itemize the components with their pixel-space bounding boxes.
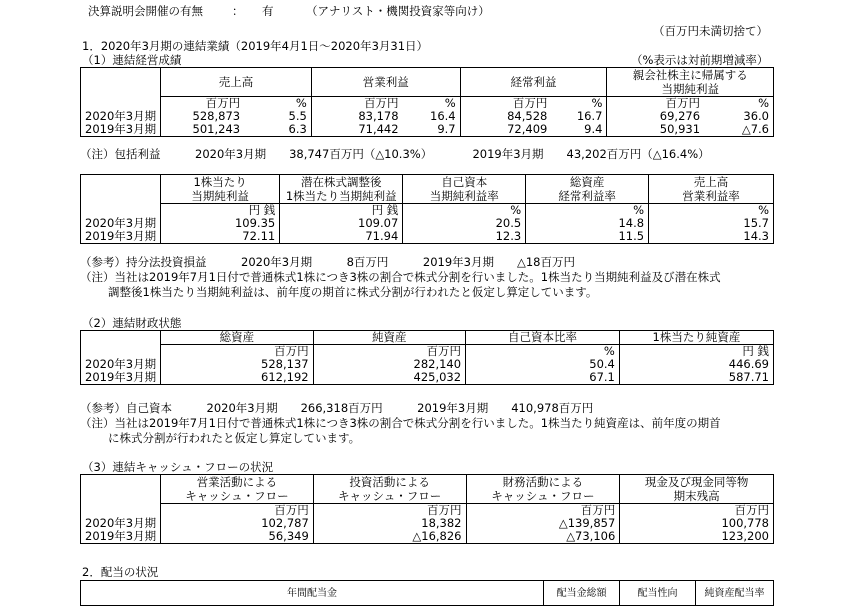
financial-position-table [80, 330, 774, 385]
section2-title: 2．配当の状況 [82, 565, 159, 579]
sub1-note: （%表示は対前期増減率） [631, 53, 769, 67]
cell: 36.0 [704, 110, 773, 123]
cell: 71.94 [280, 230, 403, 244]
unit: 百万円 [460, 97, 551, 111]
per-share-unit-row [81, 204, 774, 218]
cell: 109.07 [280, 217, 403, 230]
meeting-note: （アナリスト・機関投資家等向け） [306, 4, 490, 18]
cashflow-header-row [81, 475, 774, 504]
table-row [81, 230, 774, 244]
net-assets-note-line1: （注）当社は2019年7月1日付で普通株式1株につき3株の割合で株式分割を行いました。1株当たり純資産は、前年度の期首 [80, 416, 721, 430]
unit: 百万円 [311, 97, 402, 111]
cell: 528,137 [161, 358, 313, 371]
header-roe: 自己資本 当期純利益率 [403, 175, 526, 204]
header-ordinary-income: 経常利益 [460, 68, 607, 97]
comprehensive-income-note: （注）包括利益 2020年3月期 38,747百万円（△10.3%） 2019年3月期 43,202百万円（△16.4%） [80, 147, 710, 161]
sub3-title: （3）連結キャッシュ・フローの状況 [82, 460, 274, 474]
unit: 百万円 [161, 504, 314, 518]
cell: △7.6 [704, 123, 773, 137]
cell: 11.5 [526, 230, 649, 244]
cell: 72.11 [161, 230, 280, 244]
cell: 71,442 [311, 123, 402, 137]
cell: 102,787 [161, 517, 314, 530]
cell: 9.4 [551, 123, 607, 137]
financial-unit-row [81, 345, 774, 359]
cell: 16.4 [403, 110, 461, 123]
cell: 69,276 [607, 110, 704, 123]
per-share-header-row [81, 175, 774, 204]
header-operating-income: 営業利益 [311, 68, 460, 97]
period-label: 2020年3月期 [81, 217, 161, 230]
cell: 612,192 [161, 371, 313, 385]
period-label: 2020年3月期 [81, 358, 161, 371]
equity-note: （参考）自己資本 2020年3月期 266,318百万円 2019年3月期 410,978百万円 [80, 401, 594, 415]
unit: 円 銭 [280, 204, 403, 218]
period-label: 2020年3月期 [81, 517, 161, 530]
header-annual-dividend: 年間配当金 [81, 581, 544, 606]
period-label: 2020年3月期 [81, 110, 161, 123]
period-label: 2019年3月期 [81, 230, 161, 244]
cell: 20.5 [403, 217, 526, 230]
unit: 百万円 [161, 97, 245, 111]
stock-split-note-line1: （注）当社は2019年7月1日付で普通株式1株につき3株の割合で株式分割を行いました。1株当たり当期純利益及び潜在株式 [80, 270, 721, 284]
period-label: 2019年3月期 [81, 371, 161, 385]
cell: 6.3 [244, 123, 311, 137]
sub1-title: （1）連結経営成績 [82, 53, 182, 67]
header-doe: 純資産配当率 [696, 581, 774, 606]
meeting-label: 決算説明会開催の有無 [88, 4, 203, 18]
unit: 百万円 [620, 504, 774, 518]
cell: 587.71 [619, 371, 773, 385]
header-net-income: 親会社株主に帰属する 当期純利益 [607, 68, 774, 97]
unit: 百万円 [313, 504, 466, 518]
cell: 18,382 [313, 517, 466, 530]
unit: 円 銭 [619, 345, 773, 359]
cell: 9.7 [403, 123, 461, 137]
cell: 5.5 [244, 110, 311, 123]
cell: 14.8 [526, 217, 649, 230]
dividend-table [80, 580, 774, 606]
unit: % [526, 204, 649, 218]
cashflow-table [80, 474, 774, 544]
results-table [80, 67, 774, 137]
cell: 528,873 [161, 110, 245, 123]
table-row [81, 217, 774, 230]
table-row [81, 530, 774, 544]
unit: % [649, 204, 774, 218]
cell: 501,243 [161, 123, 245, 137]
cell: 100,778 [620, 517, 774, 530]
cell: 282,140 [313, 358, 465, 371]
cell: △139,857 [466, 517, 620, 530]
cell: 446.69 [619, 358, 773, 371]
cell: 12.3 [403, 230, 526, 244]
header-total-assets: 総資産 [161, 331, 313, 345]
cell: 84,528 [460, 110, 551, 123]
results-header-row [81, 68, 774, 97]
unit: % [466, 345, 620, 359]
cell: 14.3 [649, 230, 774, 244]
period-label: 2019年3月期 [81, 530, 161, 544]
cell: 50.4 [466, 358, 620, 371]
meeting-value: 有 [262, 4, 274, 18]
cell: 83,178 [311, 110, 402, 123]
dividend-header-row [81, 581, 774, 606]
unit: % [704, 97, 773, 111]
rounding-note: （百万円未満切捨て） [653, 24, 768, 38]
cell: 15.7 [649, 217, 774, 230]
unit: 円 銭 [161, 204, 280, 218]
header-operating-cf: 営業活動による キャッシュ・フロー [161, 475, 314, 504]
header-roa: 総資産 経常利益率 [526, 175, 649, 204]
unit: % [403, 204, 526, 218]
financial-header-row [81, 331, 774, 345]
unit: 百万円 [466, 504, 620, 518]
cell: △73,106 [466, 530, 620, 544]
sub2-title: （2）連結財政状態 [82, 316, 182, 330]
cell: 16.7 [551, 110, 607, 123]
header-operating-margin: 売上高 営業利益率 [649, 175, 774, 204]
header-sales: 売上高 [161, 68, 312, 97]
cell: 109.35 [161, 217, 280, 230]
results-unit-row [81, 97, 774, 111]
per-share-table [80, 174, 774, 244]
unit: % [551, 97, 607, 111]
unit: 百万円 [161, 345, 313, 359]
period-label: 2019年3月期 [81, 123, 161, 137]
cell: △16,826 [313, 530, 466, 544]
cell: 50,931 [607, 123, 704, 137]
table-row [81, 123, 774, 137]
unit: 百万円 [607, 97, 704, 111]
cell: 67.1 [466, 371, 620, 385]
equity-method-note: （参考）持分法投資損益 2020年3月期 8百万円 2019年3月期 △18百万円 [80, 255, 575, 269]
unit: % [244, 97, 311, 111]
net-assets-note-line2: に株式分割が行われたと仮定し算定しています。 [108, 431, 361, 445]
section1-title: 1．2020年3月期の連結業績（2019年4月1日～2020年3月31日） [82, 39, 429, 53]
unit: % [403, 97, 461, 111]
table-row [81, 371, 774, 385]
unit: 百万円 [313, 345, 465, 359]
header-total-dividend: 配当金総額 [544, 581, 620, 606]
header-cash-end: 現金及び現金同等物 期末残高 [620, 475, 774, 504]
stock-split-note-line2: 調整後1株当たり当期純利益は、前年度の期首に株式分割が行われたと仮定し算定しています。 [108, 285, 598, 299]
header-investing-cf: 投資活動による キャッシュ・フロー [313, 475, 466, 504]
header-bps: 1株当たり純資産 [619, 331, 773, 345]
cell: 72,409 [460, 123, 551, 137]
header-financing-cf: 財務活動による キャッシュ・フロー [466, 475, 620, 504]
header-net-assets: 純資産 [313, 331, 465, 345]
cashflow-unit-row [81, 504, 774, 518]
cell: 123,200 [620, 530, 774, 544]
header-payout-ratio: 配当性向 [620, 581, 696, 606]
header-eps: 1株当たり 当期純利益 [161, 175, 280, 204]
header-equity-ratio: 自己資本比率 [466, 331, 620, 345]
meeting-colon: ： [232, 4, 244, 18]
header-diluted-eps: 潜在株式調整後 1株当たり当期純利益 [280, 175, 403, 204]
cell: 56,349 [161, 530, 314, 544]
cell: 425,032 [313, 371, 465, 385]
